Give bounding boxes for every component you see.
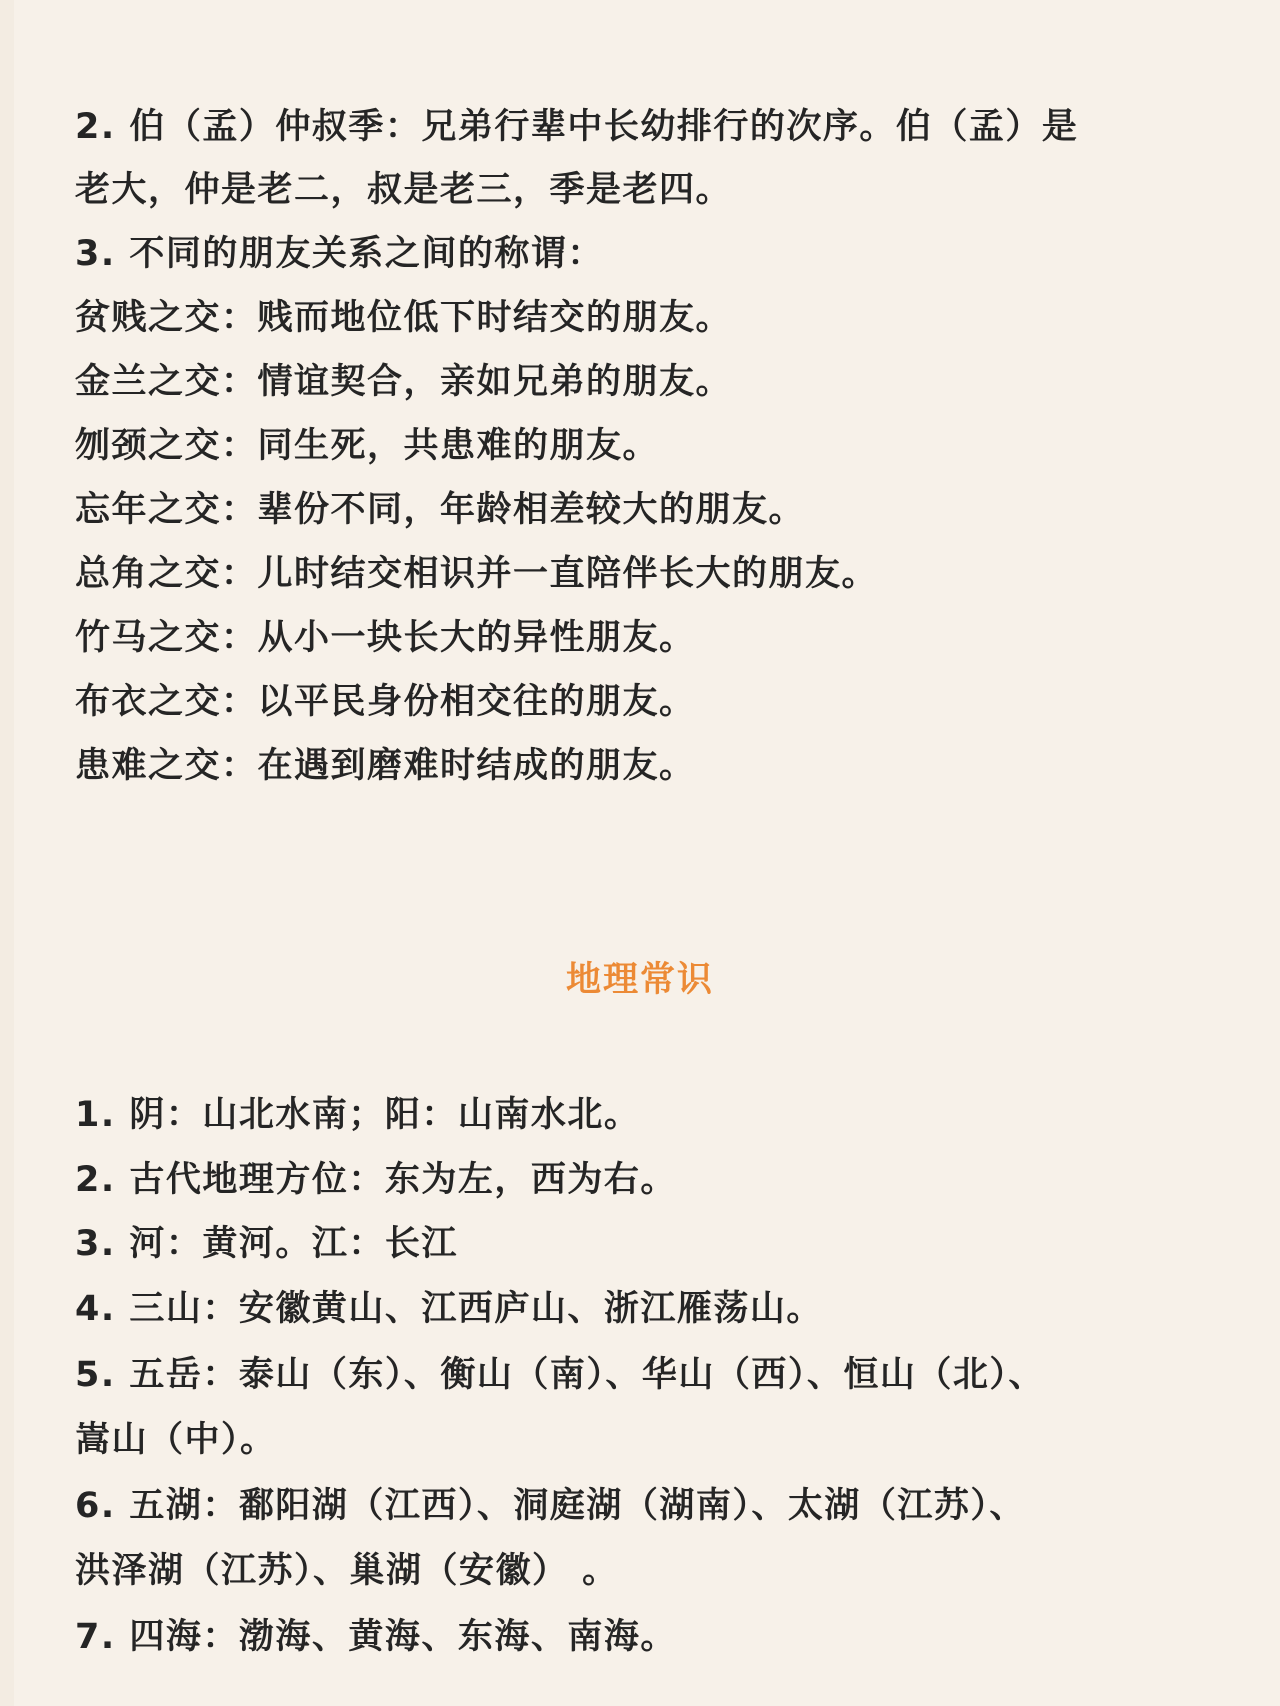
text-line-friend-type: 刎颈之交：同生死，共患难的朋友。 xyxy=(75,426,660,466)
text-line-geography-5: 5. 五岳：泰山（东）、衡山（南）、华山（西）、恒山（北）、 xyxy=(75,1355,1045,1395)
text-line-geography-6: 6. 五湖：鄱阳湖（江西）、洞庭湖（湖南）、太湖（江苏）、 xyxy=(75,1486,1026,1526)
page-edge xyxy=(0,0,14,1706)
text-line-friend-type: 总角之交：儿时结交相识并一直陪伴长大的朋友。 xyxy=(75,554,879,594)
text-line-geography-3: 3. 河：黄河。江：长江 xyxy=(75,1224,458,1264)
text-line-friends-heading: 3. 不同的朋友关系之间的称谓： xyxy=(75,234,604,274)
text-line-friend-type: 金兰之交：情谊契合，亲如兄弟的朋友。 xyxy=(75,362,733,402)
text-line-geography-6-cont: 洪泽湖（江苏）、巢湖（安徽） 。 xyxy=(75,1551,619,1591)
text-line-friend-type: 忘年之交：辈份不同，年龄相差较大的朋友。 xyxy=(75,490,806,530)
text-line-geography-5-cont: 嵩山（中）。 xyxy=(75,1420,277,1460)
text-line-geography-7: 7. 四海：渤海、黄海、东海、南海。 xyxy=(75,1617,677,1657)
text-line-friend-type: 患难之交：在遇到磨难时结成的朋友。 xyxy=(75,746,696,786)
text-line-geography-4: 4. 三山：安徽黄山、江西庐山、浙江雁荡山。 xyxy=(75,1289,823,1329)
text-line-geography-2: 2. 古代地理方位：东为左，西为右。 xyxy=(75,1160,677,1200)
section-title-geography: 地理常识 xyxy=(565,960,714,1000)
text-line-friend-type: 竹马之交：从小一块长大的异性朋友。 xyxy=(75,618,696,658)
text-line-friend-type: 布衣之交：以平民身份相交往的朋友。 xyxy=(75,682,696,722)
text-line-relatives-1: 2. 伯（孟）仲叔季：兄弟行辈中长幼排行的次序。伯（孟）是 xyxy=(75,107,1079,147)
text-line-geography-1: 1. 阴：山北水南；阳：山南水北。 xyxy=(75,1095,641,1135)
text-line-relatives-2: 老大，仲是老二，叔是老三，季是老四。 xyxy=(75,170,733,210)
text-line-friend-type: 贫贱之交：贱而地位低下时结交的朋友。 xyxy=(75,298,733,338)
